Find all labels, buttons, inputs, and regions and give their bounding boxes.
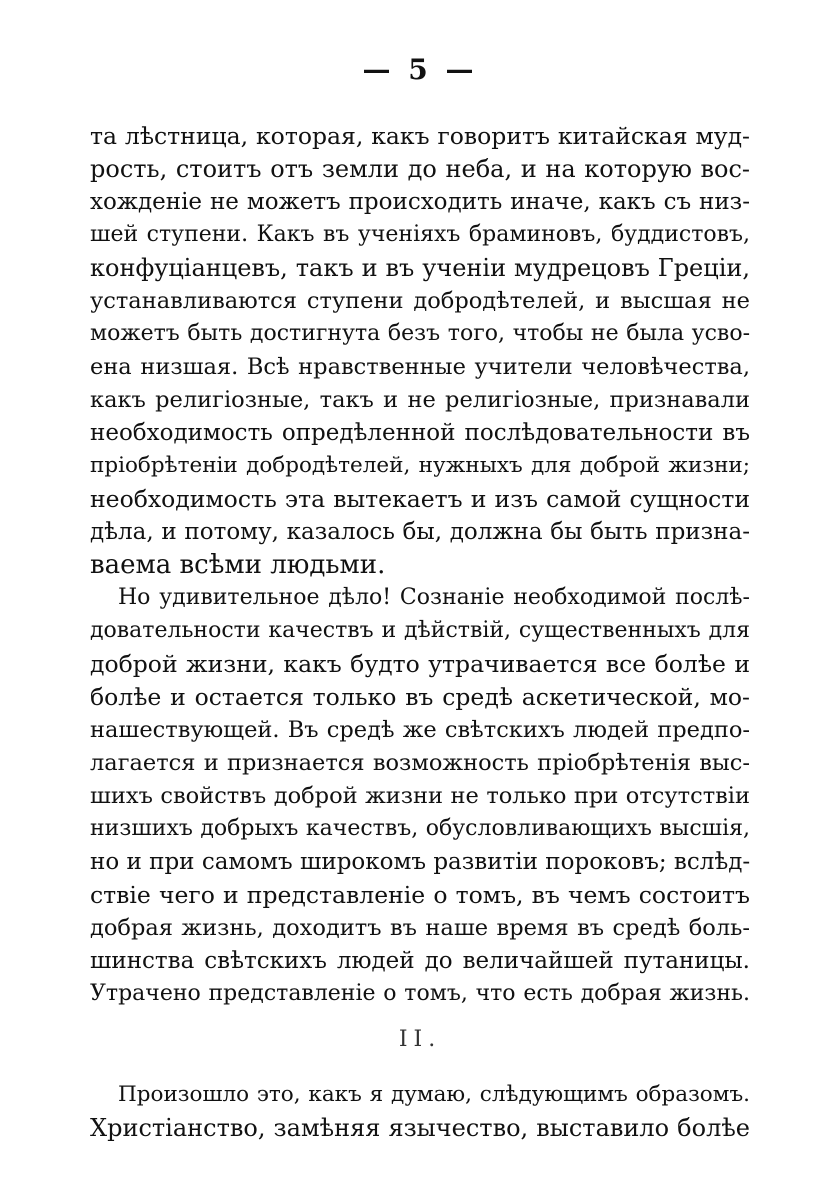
text-line: доброй жизни, какъ будто утрачивается все болѣе и [90, 650, 750, 678]
section-number: II. [398, 1027, 442, 1052]
text-line: шихъ свойствъ доброй жизни не только при отсутствіи [90, 783, 750, 809]
text-line: лагается и признается возможность пріобрѣтенія выс- [90, 750, 750, 776]
text-line: болѣе и остается только въ средѣ аскетической, мо- [90, 683, 750, 711]
text-line: ваема всѣми людьми. [90, 550, 386, 580]
text-line: низшихъ добрыхъ качествъ, обусловливающихъ высшія, [90, 816, 750, 841]
text-line: ствіе чего и представленіе о томъ, въ чемъ состоитъ [90, 881, 750, 909]
text-line: устанавливаются ступени добродѣтелей, и высшая не [90, 288, 750, 314]
text-line: Христіанство, замѣняя язычество, выставило болѣе [90, 1114, 750, 1142]
text-line: можетъ быть достигнута безъ того, чтобы не была усво- [90, 321, 750, 346]
text-line: Но удивительное дѣло! Сознаніе необходимой послѣ- [118, 585, 750, 610]
page-number: — 5 — [362, 53, 478, 86]
text-line: шинства свѣтскихъ людей до величайшей путаницы. [90, 948, 750, 974]
text-line: необходимость эта вытекаетъ и изъ самой сущности [90, 485, 750, 513]
text-line: та лѣстница, которая, какъ говоритъ китайская муд- [90, 122, 750, 150]
text-line: добрая жизнь, доходитъ въ наше время въ средѣ боль- [90, 915, 750, 941]
text-line: Произошло это, какъ я думаю, слѣдующимъ образомъ. [118, 1082, 750, 1107]
text-line: но и при самомъ широкомъ развитіи пороковъ; вслѣд- [90, 849, 750, 875]
text-line: нашествующей. Въ средѣ же свѣтскихъ людей предпо- [90, 717, 750, 743]
text-line: хожденіе не можетъ происходить иначе, какъ съ низ- [90, 189, 750, 215]
text-line: ена низшая. Всѣ нравственные учители человѣчества, [90, 354, 750, 380]
text-line: довательности качествъ и дѣйствій, существенныхъ для [90, 618, 750, 643]
text-line: Утрачено представленіе о томъ, что есть добрая жизнь. [90, 981, 750, 1006]
text-line: рость, стоитъ отъ земли до неба, и на которую вос- [90, 155, 750, 183]
text-line: какъ религіозные, такъ и не религіозные, признавали [90, 387, 750, 413]
text-line: конфуціанцевъ, такъ и въ ученіи мудрецовъ Греціи, [90, 254, 750, 282]
text-line: необходимость опредѣленной послѣдовательности въ [90, 420, 750, 446]
text-line: дѣла, и потому, казалось бы, должна бы быть призна- [90, 519, 750, 545]
text-line: пріобрѣтеніи добродѣтелей, нужныхъ для доброй жизни; [90, 453, 750, 478]
text-line: шей ступени. Какъ въ ученіяхъ браминовъ, буддистовъ, [90, 222, 750, 247]
